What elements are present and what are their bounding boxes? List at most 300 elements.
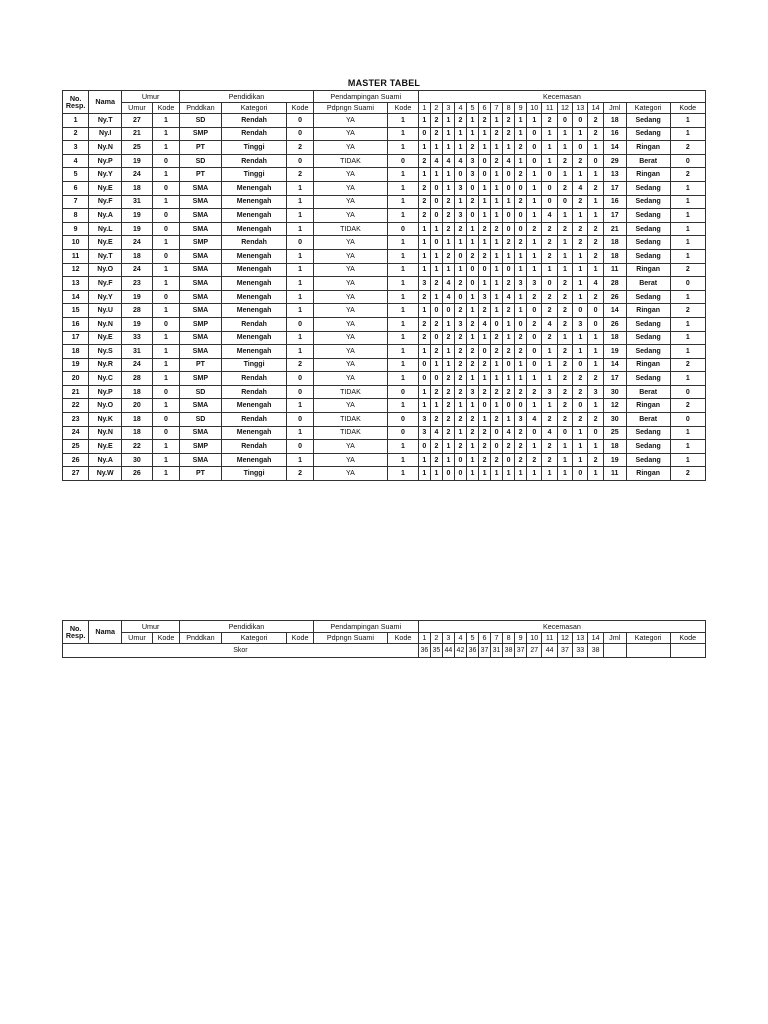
table-row: [63, 290, 706, 304]
cell-item-8: 2: [503, 385, 515, 399]
cell-item-14: 0: [588, 317, 603, 331]
cell-item-1: 1: [418, 141, 430, 155]
cell-item-8: 1: [503, 467, 515, 481]
score-sub-umur-kode: Kode: [152, 633, 179, 644]
cell-item-8: 1: [503, 249, 515, 263]
cell-item-1: 0: [418, 127, 430, 141]
cell-item-13: 1: [573, 263, 588, 277]
cell-umur: 28: [122, 304, 153, 318]
cell-pendidikan: PT: [180, 467, 222, 481]
cell-item-13: 2: [573, 154, 588, 168]
cell-item-10: 3: [527, 277, 542, 291]
cell-kode: 1: [670, 222, 705, 236]
table-row: [63, 127, 706, 141]
cell-kode: 1: [670, 426, 705, 440]
cell-umur: 28: [122, 372, 153, 386]
cell-item-11: 1: [542, 141, 557, 155]
cell-pendampingan: YA: [313, 127, 387, 141]
cell-item-10: 0: [527, 331, 542, 345]
cell-no: 5: [63, 168, 89, 182]
cell-umur-kode: 1: [152, 345, 179, 359]
cell-item-5: 1: [466, 440, 478, 454]
score-sub-item-9: 9: [515, 633, 527, 644]
cell-nama: Ny.E: [89, 440, 122, 454]
cell-item-10: 1: [527, 168, 542, 182]
cell-item-10: 1: [527, 440, 542, 454]
cell-item-7: 2: [491, 345, 503, 359]
cell-item-7: 0: [491, 317, 503, 331]
cell-umur: 20: [122, 399, 153, 413]
cell-kategori: Sedang: [626, 236, 670, 250]
cell-item-13: 0: [573, 467, 588, 481]
cell-item-14: 2: [588, 372, 603, 386]
score-sub-item-10: 10: [527, 633, 542, 644]
cell-kode: 0: [670, 413, 705, 427]
cell-item-14: 1: [588, 168, 603, 182]
sub-kategori: Kategori: [626, 103, 670, 114]
cell-item-7: 0: [491, 426, 503, 440]
cell-item-11: 2: [542, 440, 557, 454]
cell-pendidikan: PT: [180, 168, 222, 182]
cell-item-5: 1: [466, 127, 478, 141]
score-sub-item-4: 4: [454, 633, 466, 644]
cell-item-7: 2: [491, 154, 503, 168]
cell-item-8: 0: [503, 209, 515, 223]
cell-item-5: 1: [466, 304, 478, 318]
cell-item-14: 1: [588, 263, 603, 277]
cell-no: 13: [63, 277, 89, 291]
cell-pend-kategori: Menengah: [221, 331, 287, 345]
cell-item-4: 2: [454, 358, 466, 372]
cell-item-10: 1: [527, 263, 542, 277]
cell-item-13: 0: [573, 304, 588, 318]
cell-item-6: 2: [479, 385, 491, 399]
cell-item-13: 1: [573, 440, 588, 454]
score-sub-kategori: Kategori: [626, 633, 670, 644]
cell-pend-kategori: Tinggi: [221, 168, 287, 182]
cell-item-5: 2: [466, 413, 478, 427]
header-row-1: [63, 91, 706, 103]
cell-item-12: 2: [557, 222, 572, 236]
cell-pendidikan: SD: [180, 114, 222, 128]
score-sub-item-11: 11: [542, 633, 557, 644]
cell-item-11: 4: [542, 426, 557, 440]
cell-item-1: 3: [418, 413, 430, 427]
cell-no: 11: [63, 249, 89, 263]
cell-item-4: 0: [454, 290, 466, 304]
skor-kategori: [626, 644, 670, 658]
cell-item-3: 2: [442, 222, 454, 236]
cell-item-8: 4: [503, 154, 515, 168]
cell-no: 8: [63, 209, 89, 223]
cell-item-5: 1: [466, 453, 478, 467]
cell-item-13: 2: [573, 195, 588, 209]
cell-umur: 24: [122, 168, 153, 182]
cell-kategori: Sedang: [626, 249, 670, 263]
table-row: [63, 154, 706, 168]
cell-pend-kategori: Menengah: [221, 304, 287, 318]
cell-pend-kategori: Rendah: [221, 154, 287, 168]
cell-jml: 11: [603, 263, 626, 277]
cell-pend-kategori: Menengah: [221, 209, 287, 223]
cell-pendidikan: SMA: [180, 222, 222, 236]
cell-item-9: 1: [515, 263, 527, 277]
cell-item-9: 1: [515, 290, 527, 304]
cell-pendampingan: YA: [313, 195, 387, 209]
cell-kategori: Ringan: [626, 467, 670, 481]
cell-pend-kategori: Rendah: [221, 114, 287, 128]
cell-umur: 18: [122, 413, 153, 427]
cell-pdp-kode: 1: [388, 372, 419, 386]
cell-kategori: Ringan: [626, 141, 670, 155]
cell-pendidikan: SD: [180, 154, 222, 168]
cell-item-14: 1: [588, 331, 603, 345]
cell-item-8: 0: [503, 168, 515, 182]
cell-item-3: 2: [442, 249, 454, 263]
cell-nama: Ny.F: [89, 277, 122, 291]
cell-item-12: 2: [557, 277, 572, 291]
skor-item-1: 36: [418, 644, 430, 658]
cell-jml: 17: [603, 372, 626, 386]
cell-umur-kode: 0: [152, 385, 179, 399]
cell-item-8: 1: [503, 331, 515, 345]
cell-item-8: 4: [503, 426, 515, 440]
cell-jml: 12: [603, 399, 626, 413]
cell-pdp-kode: 1: [388, 453, 419, 467]
cell-pdp-kode: 1: [388, 440, 419, 454]
cell-item-1: 1: [418, 453, 430, 467]
cell-item-3: 1: [442, 236, 454, 250]
cell-no: 4: [63, 154, 89, 168]
cell-item-4: 2: [454, 304, 466, 318]
cell-item-6: 1: [479, 236, 491, 250]
table-body: [63, 114, 706, 481]
cell-item-13: 2: [573, 372, 588, 386]
cell-item-6: 1: [479, 127, 491, 141]
cell-item-4: 4: [454, 154, 466, 168]
cell-no: 9: [63, 222, 89, 236]
cell-item-2: 2: [430, 345, 442, 359]
cell-item-13: 3: [573, 317, 588, 331]
cell-item-9: 3: [515, 413, 527, 427]
cell-umur: 23: [122, 277, 153, 291]
cell-item-2: 0: [430, 209, 442, 223]
cell-item-1: 2: [418, 195, 430, 209]
cell-pend-kategori: Menengah: [221, 399, 287, 413]
cell-umur: 24: [122, 236, 153, 250]
cell-item-1: 2: [418, 181, 430, 195]
cell-item-14: 2: [588, 222, 603, 236]
cell-umur: 24: [122, 263, 153, 277]
cell-pendampingan: YA: [313, 263, 387, 277]
cell-item-10: 0: [527, 127, 542, 141]
cell-jml: 18: [603, 114, 626, 128]
cell-pendidikan: SMP: [180, 236, 222, 250]
sub-item-14: 14: [588, 103, 603, 114]
cell-pdp-kode: 0: [388, 154, 419, 168]
cell-item-7: 2: [491, 127, 503, 141]
cell-item-10: 0: [527, 358, 542, 372]
cell-item-10: 2: [527, 222, 542, 236]
cell-item-13: 0: [573, 141, 588, 155]
cell-umur: 19: [122, 209, 153, 223]
cell-umur: 18: [122, 385, 153, 399]
cell-pend-kode: 1: [287, 249, 313, 263]
cell-pend-kode: 0: [287, 114, 313, 128]
score-table: [62, 620, 706, 658]
cell-no: 26: [63, 453, 89, 467]
cell-pdp-kode: 1: [388, 249, 419, 263]
cell-item-1: 0: [418, 440, 430, 454]
cell-jml: 14: [603, 304, 626, 318]
cell-item-5: 0: [466, 209, 478, 223]
cell-umur: 21: [122, 127, 153, 141]
score-header-kecemasan: Kecemasan: [418, 621, 705, 633]
skor-item-3: 44: [442, 644, 454, 658]
sub-pnddkan: Pnddkan: [180, 103, 222, 114]
cell-item-7: 1: [491, 372, 503, 386]
cell-item-11: 2: [542, 331, 557, 345]
cell-umur-kode: 0: [152, 222, 179, 236]
cell-item-7: 2: [491, 222, 503, 236]
cell-item-1: 1: [418, 467, 430, 481]
cell-item-14: 2: [588, 236, 603, 250]
score-sub-kode: Kode: [670, 633, 705, 644]
skor-item-2: 35: [430, 644, 442, 658]
cell-pdp-kode: 1: [388, 114, 419, 128]
skor-item-4: 42: [454, 644, 466, 658]
cell-item-5: 1: [466, 114, 478, 128]
cell-item-14: 1: [588, 345, 603, 359]
cell-item-10: 0: [527, 141, 542, 155]
score-sub-pend-kategori: Kategori: [221, 633, 287, 644]
cell-kategori: Sedang: [626, 195, 670, 209]
cell-item-13: 0: [573, 114, 588, 128]
cell-item-12: 1: [557, 331, 572, 345]
cell-item-13: 1: [573, 453, 588, 467]
cell-pendampingan: TIDAK: [313, 413, 387, 427]
skor-item-12: 37: [557, 644, 572, 658]
cell-pend-kode: 0: [287, 127, 313, 141]
cell-kode: 2: [670, 304, 705, 318]
cell-item-9: 1: [515, 358, 527, 372]
cell-item-6: 2: [479, 426, 491, 440]
cell-item-13: 1: [573, 345, 588, 359]
cell-pendampingan: YA: [313, 304, 387, 318]
cell-pendidikan: SMA: [180, 331, 222, 345]
cell-item-9: 1: [515, 127, 527, 141]
cell-item-12: 1: [557, 440, 572, 454]
cell-pendampingan: YA: [313, 372, 387, 386]
cell-item-4: 1: [454, 263, 466, 277]
table-row: [63, 141, 706, 155]
cell-jml: 26: [603, 317, 626, 331]
score-header-nama: Nama: [89, 621, 122, 644]
sub-item-13: 13: [573, 103, 588, 114]
cell-pendidikan: SMA: [180, 249, 222, 263]
cell-item-12: 2: [557, 358, 572, 372]
cell-item-3: 2: [442, 209, 454, 223]
cell-item-3: 1: [442, 141, 454, 155]
cell-item-5: 2: [466, 426, 478, 440]
cell-item-14: 0: [588, 154, 603, 168]
cell-item-2: 0: [430, 372, 442, 386]
cell-kode: 2: [670, 399, 705, 413]
cell-pendampingan: YA: [313, 277, 387, 291]
cell-item-1: 2: [418, 317, 430, 331]
cell-item-12: 1: [557, 168, 572, 182]
cell-kode: 1: [670, 249, 705, 263]
score-sub-item-7: 7: [491, 633, 503, 644]
score-sub-item-3: 3: [442, 633, 454, 644]
skor-item-11: 44: [542, 644, 557, 658]
cell-no: 21: [63, 385, 89, 399]
cell-pendampingan: TIDAK: [313, 426, 387, 440]
cell-pend-kode: 1: [287, 399, 313, 413]
table-row: [63, 426, 706, 440]
cell-item-12: 0: [557, 195, 572, 209]
cell-item-2: 1: [430, 168, 442, 182]
cell-item-2: 2: [430, 385, 442, 399]
cell-item-2: 1: [430, 141, 442, 155]
cell-item-8: 0: [503, 399, 515, 413]
score-sub-pdpngn: Pdpngn Suami: [313, 633, 387, 644]
cell-item-9: 2: [515, 168, 527, 182]
table-row: [63, 358, 706, 372]
cell-item-9: 1: [515, 249, 527, 263]
cell-nama: Ny.P: [89, 154, 122, 168]
cell-pend-kode: 2: [287, 168, 313, 182]
cell-kategori: Sedang: [626, 426, 670, 440]
sub-jml: Jml: [603, 103, 626, 114]
cell-item-13: 2: [573, 236, 588, 250]
cell-item-5: 1: [466, 399, 478, 413]
cell-item-7: 1: [491, 304, 503, 318]
cell-pend-kode: 1: [287, 304, 313, 318]
cell-item-4: 1: [454, 141, 466, 155]
cell-jml: 19: [603, 345, 626, 359]
cell-pdp-kode: 1: [388, 467, 419, 481]
cell-item-5: 2: [466, 345, 478, 359]
cell-item-11: 2: [542, 413, 557, 427]
cell-umur-kode: 1: [152, 440, 179, 454]
sub-item-7: 7: [491, 103, 503, 114]
cell-item-5: 1: [466, 222, 478, 236]
cell-item-4: 2: [454, 277, 466, 291]
cell-pendampingan: TIDAK: [313, 154, 387, 168]
sub-item-4: 4: [454, 103, 466, 114]
cell-item-8: 2: [503, 345, 515, 359]
header-kecemasan: Kecemasan: [418, 91, 705, 103]
cell-nama: Ny.E: [89, 236, 122, 250]
cell-item-12: 1: [557, 209, 572, 223]
cell-pend-kode: 0: [287, 236, 313, 250]
cell-item-7: 1: [491, 168, 503, 182]
cell-item-11: 2: [542, 453, 557, 467]
cell-pdp-kode: 0: [388, 426, 419, 440]
cell-pendidikan: SMP: [180, 317, 222, 331]
cell-item-13: 1: [573, 426, 588, 440]
cell-item-14: 1: [588, 195, 603, 209]
cell-pdp-kode: 0: [388, 413, 419, 427]
sub-umur-kode: Kode: [152, 103, 179, 114]
master-table: [62, 90, 706, 481]
cell-item-14: 1: [588, 209, 603, 223]
header-no-resp: No. Resp.: [63, 91, 89, 114]
sub-pdpngn-kode: Kode: [388, 103, 419, 114]
cell-pendidikan: PT: [180, 141, 222, 155]
cell-umur-kode: 0: [152, 290, 179, 304]
cell-item-4: 1: [454, 195, 466, 209]
cell-nama: Ny.I: [89, 127, 122, 141]
cell-item-2: 2: [430, 277, 442, 291]
cell-kode: 1: [670, 195, 705, 209]
cell-item-10: 2: [527, 385, 542, 399]
cell-umur: 19: [122, 317, 153, 331]
cell-pend-kode: 1: [287, 331, 313, 345]
cell-pdp-kode: 1: [388, 195, 419, 209]
cell-item-5: 3: [466, 168, 478, 182]
cell-jml: 17: [603, 181, 626, 195]
cell-kode: 2: [670, 168, 705, 182]
cell-item-5: 2: [466, 249, 478, 263]
score-sub-pnddkan: Pnddkan: [180, 633, 222, 644]
cell-item-7: 0: [491, 440, 503, 454]
cell-pendidikan: SMA: [180, 304, 222, 318]
cell-item-1: 1: [418, 114, 430, 128]
cell-jml: 11: [603, 467, 626, 481]
skor-jml: [603, 644, 626, 658]
cell-pend-kode: 1: [287, 195, 313, 209]
cell-kode: 2: [670, 141, 705, 155]
cell-pendampingan: YA: [313, 440, 387, 454]
cell-kategori: Sedang: [626, 127, 670, 141]
cell-item-6: 1: [479, 209, 491, 223]
cell-item-12: 1: [557, 141, 572, 155]
cell-item-13: 1: [573, 168, 588, 182]
cell-item-1: 3: [418, 426, 430, 440]
cell-item-3: 2: [442, 372, 454, 386]
cell-umur: 31: [122, 345, 153, 359]
cell-item-4: 2: [454, 413, 466, 427]
cell-item-4: 1: [454, 426, 466, 440]
cell-item-12: 0: [557, 426, 572, 440]
cell-pend-kode: 1: [287, 263, 313, 277]
page-title: MASTER TABEL: [347, 78, 421, 88]
cell-umur-kode: 1: [152, 141, 179, 155]
cell-jml: 14: [603, 358, 626, 372]
cell-pend-kategori: Menengah: [221, 426, 287, 440]
cell-item-6: 2: [479, 222, 491, 236]
cell-item-1: 2: [418, 154, 430, 168]
cell-jml: 16: [603, 127, 626, 141]
cell-item-14: 1: [588, 440, 603, 454]
table-row: [63, 195, 706, 209]
table-row: [63, 317, 706, 331]
table-row: [63, 372, 706, 386]
sub-item-5: 5: [466, 103, 478, 114]
cell-item-5: 1: [466, 467, 478, 481]
cell-item-2: 2: [430, 114, 442, 128]
sub-pdpngn: Pdpngn Suami: [313, 103, 387, 114]
cell-kode: 1: [670, 440, 705, 454]
cell-jml: 19: [603, 453, 626, 467]
cell-pend-kode: 0: [287, 385, 313, 399]
cell-item-6: 2: [479, 304, 491, 318]
cell-umur-kode: 1: [152, 399, 179, 413]
sub-item-2: 2: [430, 103, 442, 114]
cell-item-10: 2: [527, 290, 542, 304]
